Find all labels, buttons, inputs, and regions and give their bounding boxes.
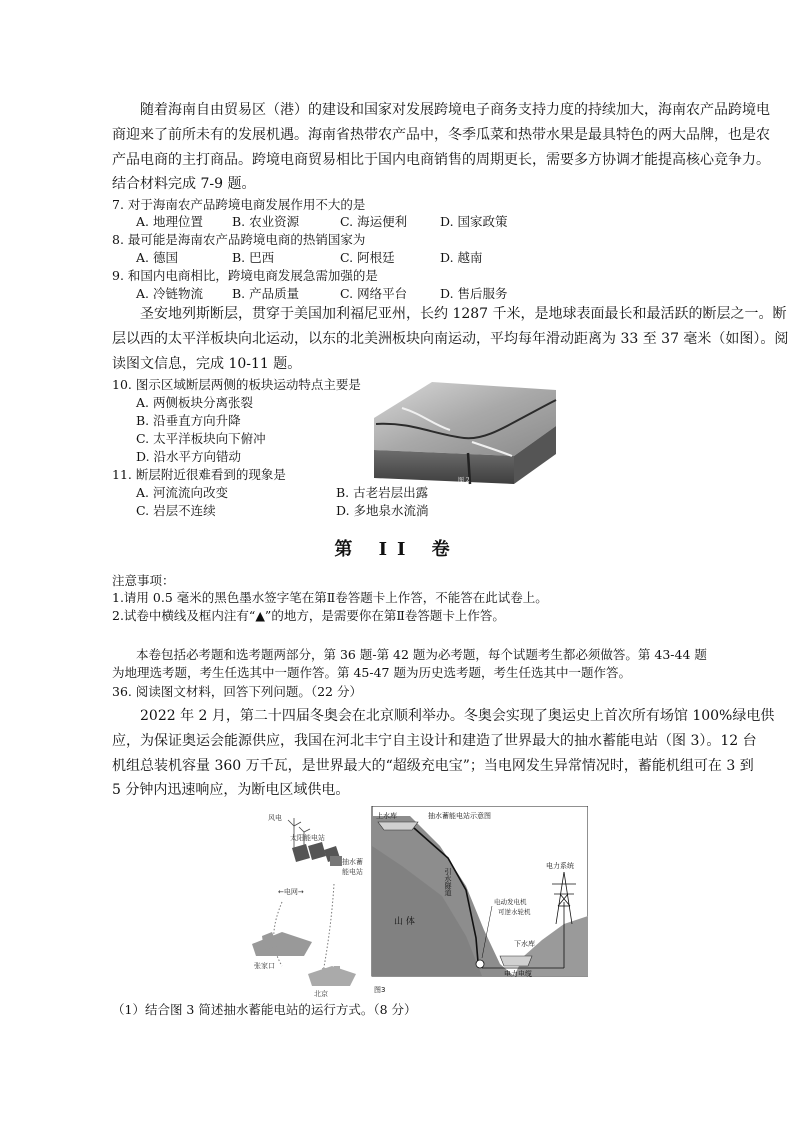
- question-9-option-a: A. 冷链物流: [136, 286, 203, 301]
- intro-paragraph-line: 商迎来了前所未有的发展机遇。海南省热带农产品中，冬季瓜菜和热带水果是最具特色的两大品牌，也是农: [112, 127, 770, 143]
- power-system-label: 电力系统: [546, 862, 574, 870]
- question-9-stem: 9. 和国内电商相比，跨境电商发展急需加强的是: [112, 268, 378, 283]
- grid-network-panel: [252, 813, 363, 998]
- material-paragraph-line: 5 分钟内迅速响应，为断电区域供电。: [112, 782, 350, 798]
- intro-paragraph-line: 层以西的太平洋板块向北运动，以东的北美洲板块向南运动，平均每年滑动距离为 33 至 37 毫米（如图）。阅: [112, 331, 789, 347]
- power-grid-label: ←电网→: [278, 888, 304, 896]
- generator-label: 电动发电机: [494, 898, 527, 906]
- tunnel-label: 引水隧道: [444, 868, 452, 896]
- question-7-option-b: B. 农业资源: [232, 214, 300, 229]
- question-10-option-a: A. 两侧板块分离张裂: [136, 395, 253, 410]
- block-front-face: [374, 450, 514, 484]
- intro-paragraph-line: 读图文信息，完成 10-11 题。: [112, 356, 302, 372]
- pumped-storage-label-1: 抽水蓄: [342, 858, 363, 866]
- question-10-option-d: D. 沿水平方向错动: [136, 449, 242, 464]
- zhangjiakou-label: 张家口: [254, 962, 275, 970]
- question-11-option-a: A. 河流流向改变: [136, 485, 228, 500]
- wind-power-label: 风电: [268, 814, 282, 822]
- question-7-stem: 7. 对于海南农产品跨境电商发展作用不大的是: [112, 197, 366, 212]
- intro-paragraph-line: 随着海南自由贸易区（港）的建设和国家对发展跨境电子商务支持力度的持续加大，海南农产品跨境电: [140, 102, 770, 118]
- power-cable-label: 电力电缆: [504, 970, 532, 978]
- question-36-stem: 36. 阅读图文材料，回答下列问题。（22 分）: [112, 684, 362, 699]
- question-7-option-c: C. 海运便利: [340, 214, 408, 229]
- question-10-option-b: B. 沿垂直方向升降: [136, 413, 241, 428]
- question-10-option-c: C. 太平洋板块向下俯冲: [136, 431, 266, 446]
- question-11-option-d: D. 多地泉水流淌: [336, 503, 429, 518]
- cross-section-panel: [372, 806, 588, 978]
- section-description-line: 为地理选考题，考生任选其中一题作答。第 45-47 题为历史选考题，考生任选其中一题作答。: [112, 665, 631, 680]
- upper-reservoir: [378, 822, 418, 830]
- notice-item-1: 1.请用 0.5 毫米的黑色墨水签字笔在第Ⅱ卷答题卡上作答，不能答在此试卷上。: [112, 590, 548, 605]
- question-7-option-d: D. 国家政策: [440, 214, 508, 229]
- question-9-option-b: B. 产品质量: [232, 286, 300, 301]
- question-8-option-d: D. 越南: [440, 250, 483, 265]
- intro-paragraph-line: 产品电商的主打商品。跨境电商贸易相比于国内电商销售的周期更长，需要多方协调才能提高核心竞争力。: [112, 152, 770, 168]
- pumped-storage-icon: [330, 856, 342, 866]
- block-top-surface: [374, 382, 556, 456]
- mountain-label: 山 体: [394, 917, 415, 927]
- pumped-storage-label-2: 能电站: [342, 868, 363, 876]
- lower-reservoir-label: 下水库: [514, 940, 535, 948]
- question-9-option-c: C. 网络平台: [340, 286, 408, 301]
- notice-title: 注意事项：: [112, 573, 175, 588]
- question-8-stem: 8. 最可能是海南农产品跨境电商的热销国家为: [112, 232, 366, 247]
- question-8-option-a: A. 德国: [136, 250, 178, 265]
- solar-station-label: 太阳能电站: [290, 834, 325, 842]
- section-heading: 第 II 卷: [334, 539, 460, 560]
- zhangjiakou-city-icon: [252, 932, 312, 956]
- question-8-option-c: C. 阿根廷: [340, 250, 395, 265]
- lower-reservoir: [500, 956, 532, 966]
- material-paragraph-line: 2022 年 2 月，第二十四届冬奥会在北京顺利举办。冬奥会实现了奥运史上首次所有场馆 100%绿电供: [140, 708, 775, 724]
- material-paragraph-line: 应，为保证奥运会能源供应，我国在河北丰宁自主设计和建造了世界最大的抽水蓄能电站（图 3）。12 台: [112, 733, 757, 749]
- diagram-title: 抽水蓄能电站示意图: [428, 812, 491, 820]
- notice-item-2: 2.试卷中横线及框内注有“▲”的地方，是需要你在第Ⅱ卷答题卡上作答。: [112, 608, 505, 623]
- fault-block-diagram: [372, 378, 558, 486]
- intro-paragraph-line: 圣安地列斯断层，贯穿于美国加利福尼亚州，长约 1287 千米，是地球表面最长和最活跃的断层之一。断: [140, 306, 787, 322]
- section-description-line: 本卷包括必考题和选考题两部分，第 36 题-第 42 题为必考题，每个试题考生都必须做答。第 43-44 题: [136, 647, 707, 662]
- question-11-stem: 11. 断层附近很难看到的现象是: [112, 467, 286, 482]
- generator-icon: [476, 960, 484, 968]
- beijing-label: 北京: [314, 990, 328, 998]
- pumped-storage-diagram: [252, 806, 588, 1002]
- upper-reservoir-label: 上水库: [376, 812, 397, 820]
- beijing-city-icon: [308, 966, 356, 986]
- intro-paragraph-line: 结合材料完成 7-9 题。: [112, 176, 256, 192]
- question-10-stem: 10. 图示区域断层两侧的板块运动特点主要是: [112, 377, 361, 392]
- question-11-option-b: B. 古老岩层出露: [336, 485, 429, 500]
- figure-2-caption: 图 2: [458, 477, 470, 484]
- question-8-option-b: B. 巴西: [232, 250, 275, 265]
- grid-line: [322, 884, 334, 978]
- figure-3-caption: 图3: [374, 986, 386, 994]
- material-paragraph-line: 机组总装机容量 360 万千瓦，是世界最大的“超级充电宝”；当电网发生异常情况时，蓄能机组可在 3 到: [112, 758, 754, 774]
- question-7-option-a: A. 地理位置: [136, 214, 203, 229]
- question-36-subquestion-1: （1）结合图 3 简述抽水蓄能电站的运行方式。（8 分）: [112, 1002, 417, 1017]
- question-9-option-d: D. 售后服务: [440, 286, 508, 301]
- turbine-label: 可逆水轮机: [498, 908, 531, 916]
- question-11-option-c: C. 岩层不连续: [136, 503, 216, 518]
